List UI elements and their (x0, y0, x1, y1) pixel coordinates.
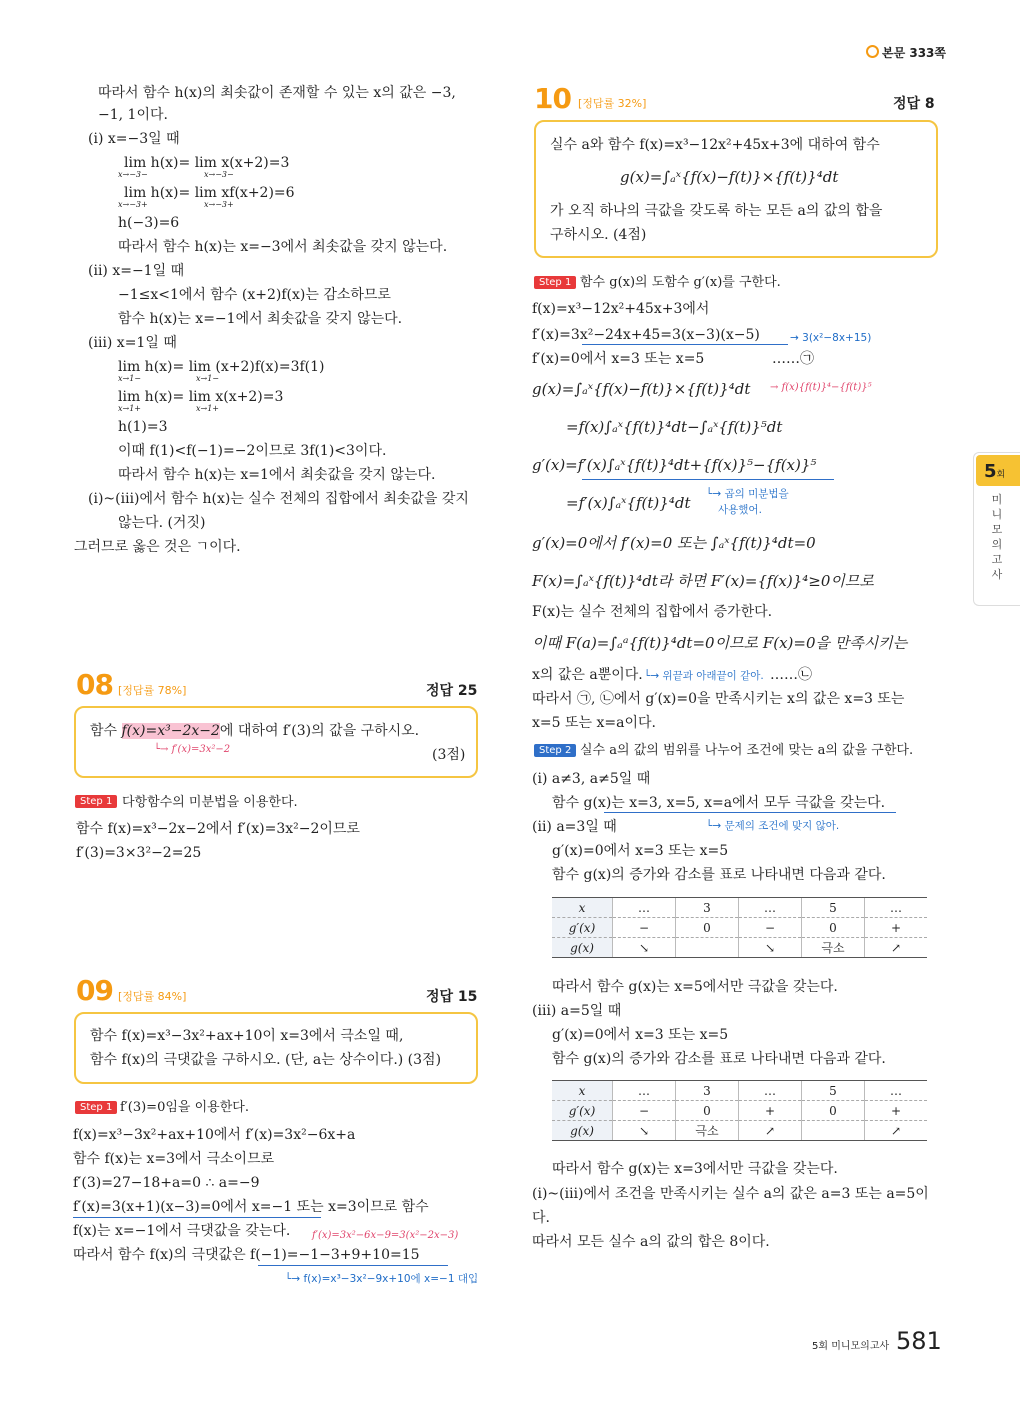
table-cell: − (613, 918, 676, 938)
previous-solution-line-9: −1≤x<1에서 함수 (x+2)f(x)는 감소하므로 (118, 287, 391, 303)
previous-solution-line-4: lim h(x)= lim x(x+2)=3 (124, 155, 290, 171)
table-cell: ↘ (739, 938, 802, 958)
side-tab-number: 5회 (976, 455, 1020, 486)
s1-note-1: → 3(x²−8x+15) (790, 332, 872, 344)
table-row (552, 1101, 927, 1121)
s1-line-7: =f′(x)∫ₐˣ{f(t)}⁴dt (566, 494, 691, 512)
side-tab-char: 모 (991, 523, 1003, 536)
s2-line-4: g′(x)=0에서 x=3 또는 x=5 (552, 843, 729, 859)
previous-solution-line-8: (ⅱ) x=−1일 때 (88, 263, 185, 279)
s1-line-9: F(x)=∫ₐˣ{f(t)}⁴dt라 하면 F′(x)={f(x)}⁴≥0이므로 (532, 572, 874, 590)
previous-solution-line-10: 함수 h(x)는 x=−1에서 최솟값을 갖지 않는다. (118, 311, 403, 327)
problem-10-question-3: 가 오직 하나의 극값을 갖도록 하는 모든 a의 값의 합을 (550, 203, 883, 219)
side-tab (973, 452, 1020, 606)
limit-subscript: x→−3− (204, 170, 234, 179)
side-tab-title (974, 492, 1020, 582)
previous-solution-line-3: (ⅰ) x=−3일 때 (88, 131, 180, 147)
problem-09-line-2: 함수 f(x)는 x=3에서 극소이므로 (73, 1151, 275, 1167)
table-cell: … (613, 1081, 676, 1101)
table-header-cell: g′(x) (552, 918, 613, 938)
problem-09-line-3: f′(3)=27−18+a=0 ∴ a=−9 (73, 1175, 260, 1191)
table-cell: 0 (802, 1101, 865, 1121)
previous-solution-line-14: h(1)=3 (118, 419, 168, 435)
limit-subscript: x→1+ (118, 404, 142, 413)
problem-09-rate: [정답률 84%] (118, 990, 187, 1003)
table-cell: + (865, 918, 928, 938)
problem-09-step1-badge: Step 1 (75, 1101, 117, 1114)
previous-solution-line-1: 따라서 함수 h(x)의 최솟값이 존재할 수 있는 x의 값은 −3, (98, 85, 456, 101)
highlighted-function: f(x)=x³−2x−2 (121, 723, 220, 739)
problem-09-number: 09 (76, 974, 113, 1007)
problem-09-question-box (74, 1012, 478, 1084)
table-cell: ↗ (865, 1121, 928, 1141)
underline (582, 344, 788, 345)
s2-note: └→ 문제의 조건에 맞지 않아. (706, 820, 840, 832)
s2-line-13: 따라서 모든 실수 a의 값의 합은 8이다. (532, 1234, 770, 1250)
s1-mark-1: ……㉠ (772, 351, 814, 367)
s1-line-2: f′(x)=3x²−24x+45=3(x−3)(x−5) (532, 327, 760, 343)
problem-10-answer: 정답 8 (893, 96, 935, 112)
s2-line-10: 따라서 함수 g(x)는 x=3에서만 극값을 갖는다. (552, 1161, 838, 1177)
limit-subscript: x→1+ (196, 404, 220, 413)
problem-08-question: 함수 f(x)=x³−2x−2에 대하여 f′(3)의 값을 구하시오. (90, 723, 420, 739)
side-tab-char: 의 (991, 538, 1003, 551)
problem-10-question-4: 구하시오. (4점) (550, 227, 647, 243)
table-cell (802, 1121, 865, 1141)
problem-08-step1-title: 다항함수의 미분법을 이용한다. (122, 795, 298, 810)
table-cell: 0 (802, 918, 865, 938)
problem-08-rate: [정답률 78%] (118, 684, 187, 697)
previous-solution-line-15: 이때 f(1)<f(−1)=−2이므로 3f(1)<3이다. (118, 443, 387, 459)
table-cell: 0 (676, 918, 739, 938)
problem-08-derivative-note: └→ f′(x)=3x²−2 (154, 744, 231, 755)
previous-solution-line-5: lim h(x)= lim xf(x+2)=6 (124, 185, 295, 201)
table-header-cell: g(x) (552, 1121, 613, 1141)
limit-subscript: x→−3+ (118, 200, 148, 209)
table-cell: … (739, 1081, 802, 1101)
table-cell: … (865, 898, 928, 918)
side-tab-char: 사 (991, 568, 1003, 581)
table-cell: 극소 (802, 938, 865, 958)
circle-icon (866, 45, 879, 58)
table-cell: 3 (676, 1081, 739, 1101)
problem-09-line-5: f(x)는 x=−1에서 극댓값을 갖는다. (73, 1223, 291, 1239)
s2-line-12: 다. (532, 1210, 550, 1226)
table-row (552, 1081, 927, 1101)
s1-line-6: g′(x)=f′(x)∫ₐˣ{f(t)}⁴dt+{f(x)}⁵−{f(x)}⁵ (532, 456, 817, 474)
limit-subscript: x→−3+ (204, 200, 234, 209)
table-cell: + (865, 1101, 928, 1121)
previous-solution-line-18: 않는다. (거짓) (118, 515, 206, 531)
s1-note-2: → f(x){f(t)}⁴−{f(t)}⁵ (770, 382, 872, 393)
s1-line-1: f(x)=x³−12x²+45x+3에서 (532, 301, 710, 317)
table-cell: ↘ (613, 1121, 676, 1141)
s2-line-8: g′(x)=0에서 x=3 또는 x=5 (552, 1027, 729, 1043)
table-cell: − (739, 918, 802, 938)
problem-09-line-1: f(x)=x³−3x²+ax+10에서 f′(x)=3x²−6x+a (73, 1127, 356, 1143)
side-tab-char: 니 (991, 508, 1003, 521)
table-cell: 극소 (676, 1121, 739, 1141)
table-row (552, 1121, 927, 1141)
side-tab-char: 고 (991, 553, 1003, 566)
previous-solution-line-16: 따라서 함수 h(x)는 x=1에서 최솟값을 갖지 않는다. (118, 467, 436, 483)
s2-line-3: (ⅱ) a=3일 때 (532, 819, 617, 835)
problem-10-number: 10 (534, 82, 571, 115)
problem-09-answer: 정답 15 (426, 989, 478, 1005)
problem-09-line-4: f′(x)=3(x+1)(x−3)=0에서 x=−1 또는 x=3이므로 함수 (73, 1199, 429, 1215)
table-header-cell: g(x) (552, 938, 613, 958)
limit-subscript: x→1− (118, 374, 142, 383)
problem-08-answer: 정답 25 (426, 683, 478, 699)
problem-10-step2-badge: Step 2 (534, 744, 576, 757)
previous-solution-line-17: (ⅰ)~(ⅲ)에서 함수 h(x)는 실수 전체의 집합에서 최솟값을 갖지 (88, 491, 469, 507)
s1-line-10: F(x)는 실수 전체의 집합에서 증가한다. (532, 604, 773, 620)
s2-line-1: (ⅰ) a≠3, a≠5일 때 (532, 771, 651, 787)
problem-09-line-6: 따라서 함수 f(x)의 극댓값은 f(−1)=−1−3+9+10=15 (73, 1247, 420, 1263)
problem-10-step2-title: 실수 a의 값의 범위를 나누어 조건에 맞는 a의 값을 구한다. (580, 743, 914, 758)
problem-08-question-box (74, 706, 478, 778)
limit-subscript: x→−3− (118, 170, 148, 179)
s1-line-11: 이때 F(a)=∫ₐᵃ{f(t)}⁴dt=0이므로 F(x)=0을 만족시키는 (532, 634, 908, 652)
previous-solution-line-6: h(−3)=6 (118, 215, 180, 231)
problem-10-rate: [정답률 32%] (578, 97, 647, 110)
problem-09-question-2: 함수 f(x)의 극댓값을 구하시오. (단, a는 상수이다.) (3점) (90, 1052, 442, 1068)
s1-line-5: =f(x)∫ₐˣ{f(t)}⁴dt−∫ₐˣ{f(t)}⁵dt (566, 418, 783, 436)
side-tab-char: 미 (991, 493, 1003, 506)
s1-mark-2: ……㉡ (770, 667, 812, 683)
page-number: 581 (896, 1327, 942, 1355)
s1-note-4: └→ 위끝과 아래끝이 같아. (644, 670, 764, 682)
limit-subscript: x→1− (196, 374, 220, 383)
underline (604, 812, 896, 813)
table-cell: 5 (802, 898, 865, 918)
s2-line-7: (ⅲ) a=5일 때 (532, 1003, 622, 1019)
problem-08-line-2: f′(3)=3×3²−2=25 (76, 845, 202, 861)
problem-10-question-box (534, 120, 938, 258)
s2-line-5: 함수 g(x)의 증가와 감소를 표로 나타내면 다음과 같다. (552, 867, 886, 883)
problem-09-note-2: └→ f(x)=x³−3x²−9x+10에 x=−1 대입 (285, 1273, 479, 1285)
problem-08-line-1: 함수 f(x)=x³−2x−2에서 f′(x)=3x²−2이므로 (76, 821, 360, 837)
problem-08-points: (3점) (432, 747, 466, 763)
previous-solution-line-19: 그러므로 옳은 것은 ㄱ이다. (74, 539, 241, 555)
table-header-cell: x (552, 898, 613, 918)
table-row (552, 898, 927, 918)
underline (258, 1265, 448, 1266)
problem-09-step1-title: f′(3)=0임을 이용한다. (120, 1100, 249, 1115)
s1-line-4: g(x)=∫ₐˣ{f(x)−f(t)}×{f(t)}⁴dt (532, 380, 751, 398)
sign-table-a5 (552, 1080, 927, 1141)
table-cell: … (865, 1081, 928, 1101)
problem-08-number: 08 (76, 668, 113, 701)
s1-note-3: └→ 곱의 미분법을 (706, 488, 789, 500)
s1-line-3: f′(x)=0에서 x=3 또는 x=5 (532, 351, 705, 367)
previous-solution-line-11: (ⅲ) x=1일 때 (88, 335, 177, 351)
underline (582, 479, 834, 480)
table-row (552, 918, 927, 938)
table-cell: 5 (802, 1081, 865, 1101)
s1-line-13: 따라서 ㉠, ㉡에서 g′(x)=0을 만족시키는 x의 값은 x=3 또는 (532, 691, 905, 707)
previous-solution-line-12: lim h(x)= lim (x+2)f(x)=3f(1) (118, 359, 325, 375)
footer-label: 5회 미니모의고사 (812, 1341, 890, 1352)
table-header-cell: x (552, 1081, 613, 1101)
problem-10-step1-title: 함수 g(x)의 도함수 g′(x)를 구한다. (580, 275, 781, 290)
s2-line-9: 함수 g(x)의 증가와 감소를 표로 나타내면 다음과 같다. (552, 1051, 886, 1067)
problem-08-step1-badge: Step 1 (75, 795, 117, 808)
previous-solution-line-2: −1, 1이다. (98, 107, 168, 123)
s2-line-11: (ⅰ)~(ⅲ)에서 조건을 만족시키는 실수 a의 값은 a=3 또는 a=5이 (532, 1186, 929, 1202)
table-cell: 3 (676, 898, 739, 918)
problem-10-question-2: g(x)=∫ₐˣ{f(x)−f(t)}×{f(t)}⁴dt (620, 168, 839, 186)
problem-10-question-1: 실수 a와 함수 f(x)=x³−12x²+45x+3에 대하여 함수 (550, 137, 880, 153)
s2-line-2: 함수 g(x)는 x=3, x=5, x=a에서 모두 극값을 갖는다. (552, 795, 886, 811)
s1-line-12: x의 값은 a뿐이다. (532, 667, 643, 683)
problem-09-note-1: f′(x)=3x²−6x−9=3(x²−2x−3) (312, 1230, 459, 1241)
table-cell: … (613, 898, 676, 918)
table-cell: − (613, 1101, 676, 1121)
table-cell: ↗ (739, 1121, 802, 1141)
s1-line-8: g′(x)=0에서 f′(x)=0 또는 ∫ₐˣ{f(t)}⁴dt=0 (532, 534, 816, 552)
table-cell (676, 938, 739, 958)
s1-line-14: x=5 또는 x=a이다. (532, 715, 656, 731)
table-header-cell: g′(x) (552, 1101, 613, 1121)
s2-line-6: 따라서 함수 g(x)는 x=5에서만 극값을 갖는다. (552, 979, 838, 995)
table-cell: + (739, 1101, 802, 1121)
sign-table-a3 (552, 897, 927, 958)
header-ref: 본문 333쪽 (866, 44, 946, 62)
previous-solution-line-13: lim h(x)= lim x(x+2)=3 (118, 389, 284, 405)
table-cell: … (739, 898, 802, 918)
table-row (552, 938, 927, 958)
s1-note-3b: 사용했어. (718, 504, 762, 516)
previous-solution-line-7: 따라서 함수 h(x)는 x=−3에서 최솟값을 갖지 않는다. (118, 239, 448, 255)
underline (73, 1217, 321, 1218)
table-cell: ↗ (865, 938, 928, 958)
problem-10-step1-badge: Step 1 (534, 276, 576, 289)
problem-09-question-1: 함수 f(x)=x³−3x²+ax+10이 x=3에서 극소일 때, (90, 1028, 404, 1044)
table-cell: 0 (676, 1101, 739, 1121)
table-cell: ↘ (613, 938, 676, 958)
